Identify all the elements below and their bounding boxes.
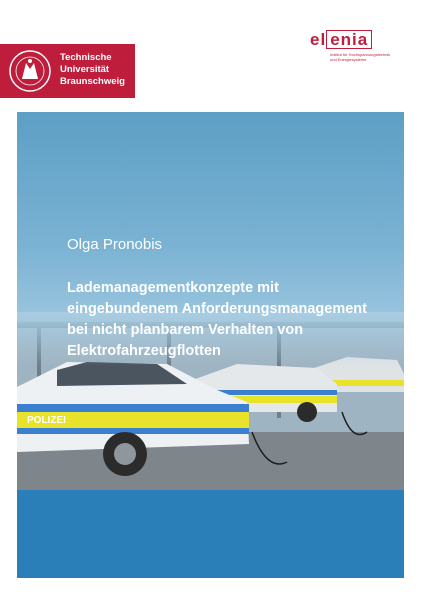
elenia-subtitle-line-1: Institut für Hochspannungstechnik <box>330 52 391 57</box>
title-line-4: Elektrofahrzeugflotten <box>67 343 221 359</box>
author-name: Olga Pronobis <box>67 236 163 253</box>
tu-logo-line-1: Technische <box>60 52 112 63</box>
tu-logo-line-2: Universität <box>60 64 110 75</box>
document-title <box>67 278 397 362</box>
elenia-wordmark-prefix: el <box>310 30 327 49</box>
elenia-subtitle <box>330 52 410 62</box>
title-line-3: bei nicht planbarem Verhalten von <box>67 322 304 338</box>
elenia-wordmark-box: enia <box>326 30 372 49</box>
title-line-1: Lademanagementkonzepte mit <box>67 280 279 296</box>
elenia-subtitle-line-2: und Energiesysteme <box>330 57 367 62</box>
title-line-2: eingebundenem Anforderungsmanagement <box>67 301 367 317</box>
university-seal-icon <box>8 49 52 93</box>
cover-panel <box>17 112 404 578</box>
elenia-wordmark <box>310 30 372 50</box>
tu-braunschweig-logo <box>0 44 135 98</box>
tu-logo-text <box>60 52 135 88</box>
tu-logo-line-3: Braunschweig <box>60 76 125 87</box>
cover-blue-footer <box>17 490 404 578</box>
elenia-logo <box>310 30 406 70</box>
